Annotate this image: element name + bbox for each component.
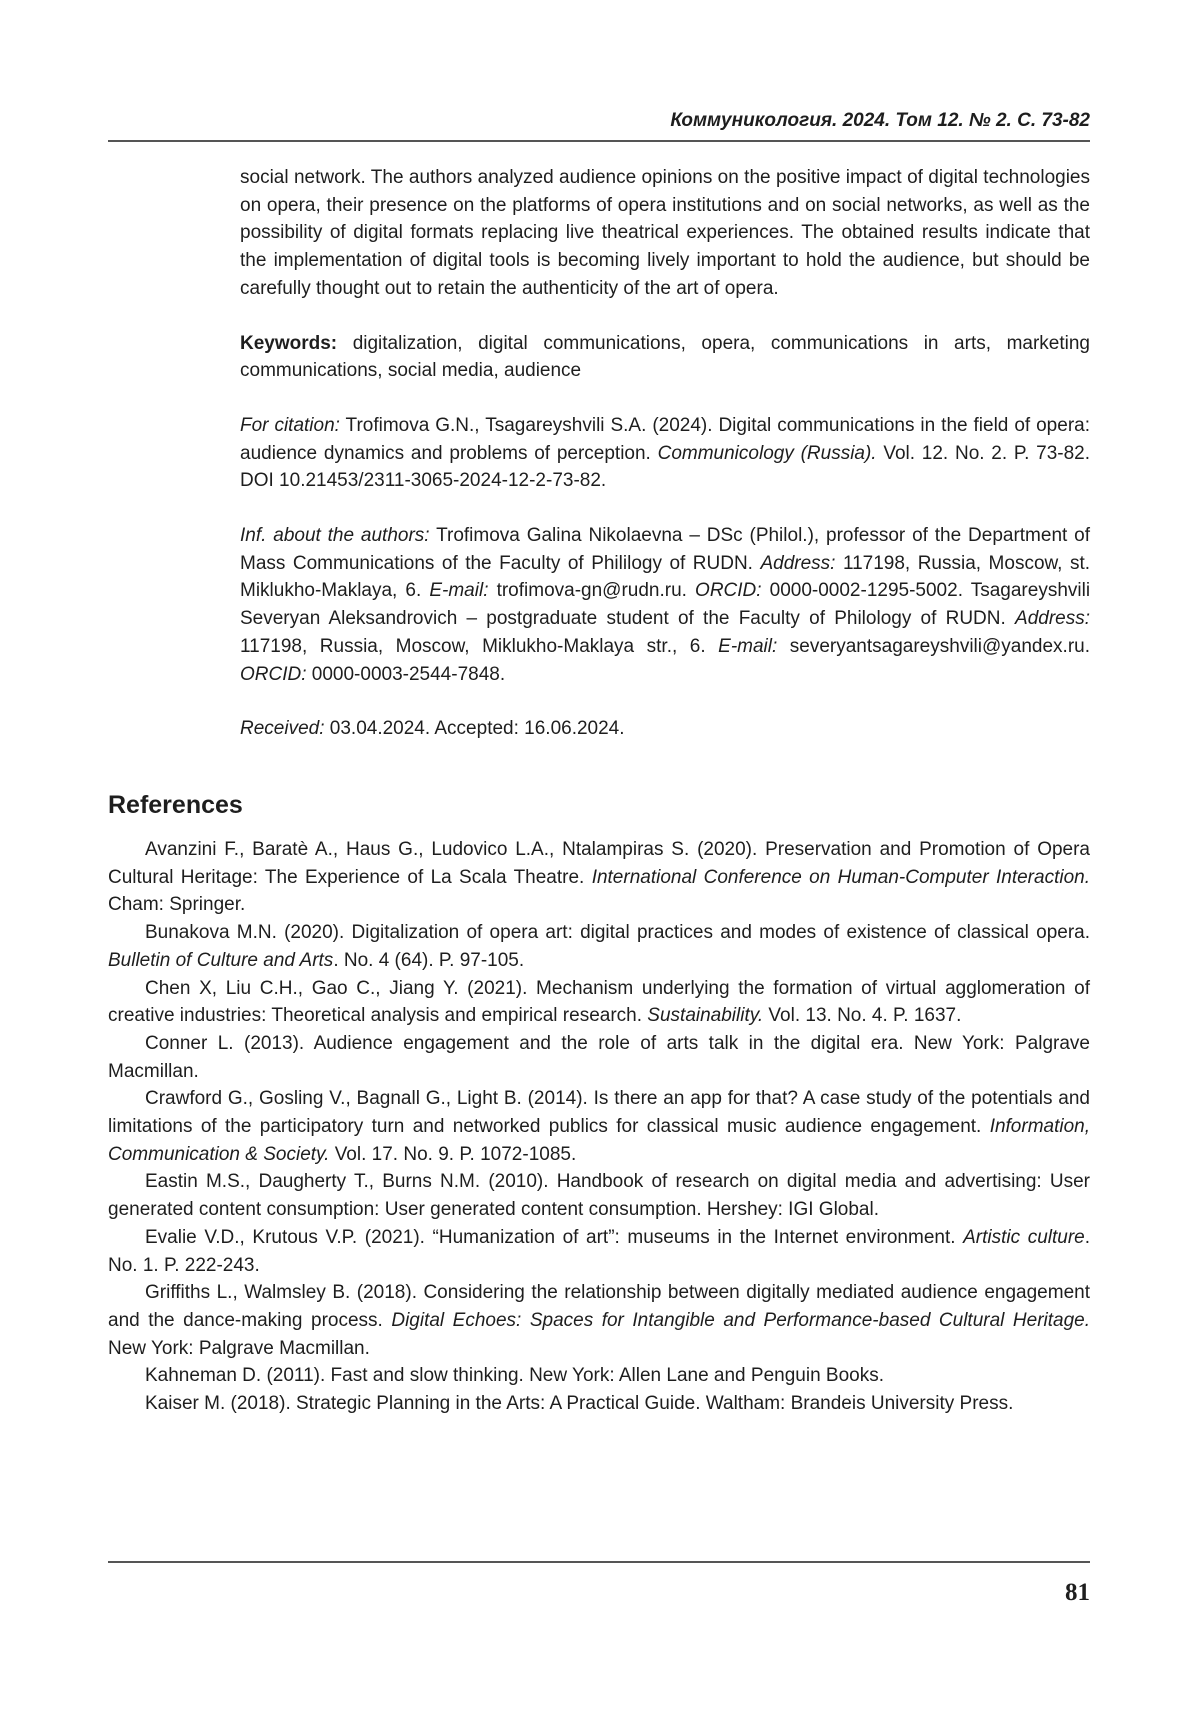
author2-orcid: 0000-0003-2544-7848.: [311, 663, 506, 685]
reference-item: Avanzini F., Baratè A., Haus G., Ludovico L.A., Ntalampiras S. (2020). Preservation and Promotion of Opera Cultural Heritage: The Experience of La Scala Theatre. International Conference on Human-Computer Interaction. Cham: Springer.: [108, 839, 1090, 916]
author1-orcid: 0000-0002-1295-5002.: [769, 580, 963, 602]
references-heading: References: [108, 791, 243, 819]
abstract-block: [240, 164, 1090, 743]
received-text: 03.04.2024. Accepted: 16.06.2024.: [329, 718, 625, 740]
author2-email: severyantsagareyshvili@yandex.ru.: [789, 635, 1090, 657]
author2-address-label: Address:: [1015, 608, 1091, 630]
abstract-summary: social network. The authors analyzed audience opinions on the positive impact of digital technologies on opera, their presence on the platforms of opera institutions and on social networks, as well as the possibility of digital formats replacing live theatrical experiences. The obtained results indicate that the implementation of digital tools is becoming lively important to hold the audience, but should be carefully thought out to retain the authenticity of the art of opera.: [240, 167, 1090, 299]
reference-item: Kahneman D. (2011). Fast and slow thinking. New York: Allen Lane and Penguin Books.: [145, 1365, 884, 1387]
author2-info: Tsagareyshvili Severyan Aleksandrovich – postgraduate student of the Faculty of Philology of RUDN.: [240, 580, 1091, 630]
citation-label: For citation:: [240, 414, 340, 436]
page-number: 81: [1065, 1579, 1090, 1606]
author1-email: trofimova-gn@rudn.ru.: [496, 580, 687, 602]
authors-label: Inf. about the authors:: [240, 525, 430, 547]
reference-item: Griffiths L., Walmsley B. (2018). Considering the relationship between digitally mediated audience engagement and the dance-making process. Digital Echoes: Spaces for Intangible and Performance-based Cultural Heritage. New York: Palgrave Macmillan.: [108, 1282, 1090, 1359]
journal-header-title: Коммуникология. 2024. Том 12. № 2. С. 73-82: [670, 110, 1090, 131]
authors-paragraph: [240, 522, 1090, 688]
author2-address: 117198, Russia, Moscow, Miklukho-Maklaya str., 6.: [240, 635, 706, 657]
received-label: Received:: [240, 718, 325, 740]
keywords-label: Keywords:: [240, 332, 338, 354]
citation-text: Trofimova G.N., Tsagareyshvili S.A. (2024). Digital communications in the field of opera: audience dynamics and problems of perception.: [240, 414, 1090, 464]
author1-address: 117198, Russia, Moscow, st. Miklukho-Maklaya, 6.: [240, 552, 1091, 602]
running-header: [108, 110, 1090, 142]
author1-address-label: Address:: [760, 552, 836, 574]
citation-journal: Communicology (Russia).: [657, 442, 877, 464]
reference-item: Chen X, Liu C.H., Gao C., Jiang Y. (2021). Mechanism underlying the formation of virtual agglomeration of creative industries: Theoretical analysis and empirical research. Sustainability. Vol. 13. No. 4. P. 1637.: [108, 977, 1090, 1027]
keywords-text: digitalization, digital communications, opera, communications in arts, marketing communications, social media, audience: [240, 332, 1090, 382]
reference-item: Eastin M.S., Daugherty T., Burns N.M. (2010). Handbook of research on digital media and advertising: User generated content consumption: User generated content consumption. Hershey: IGI Global.: [108, 1171, 1090, 1221]
citation-tail: Vol. 12. No. 2. P. 73-82. DOI 10.21453/2311-3065-2024-12-2-73-82.: [240, 442, 1091, 492]
author2-orcid-label: ORCID:: [240, 663, 307, 685]
references-section: [108, 790, 1090, 1418]
reference-item: Kaiser M. (2018). Strategic Planning in the Arts: A Practical Guide. Waltham: Brandeis University Press.: [145, 1393, 1014, 1415]
footer-divider: [108, 1561, 1090, 1563]
author2-email-label: E-mail:: [718, 635, 778, 657]
received-paragraph: [240, 715, 1090, 743]
author1-email-label: E-mail:: [429, 580, 489, 602]
reference-item: Crawford G., Gosling V., Bagnall G., Light B. (2014). Is there an app for that? A case study of the potentials and limitations of the participatory turn and networked publics for classical music audience engagement. Information, Communication & Society. Vol. 17. No. 9. P. 1072-1085.: [108, 1088, 1091, 1165]
author1-info: Trofimova Galina Nikolaevna – DSc (Philol.), professor of the Department of Mass Communications of the Faculty of Phililogy of RUDN.: [240, 525, 1090, 574]
reference-item: Conner L. (2013). Audience engagement and the role of arts talk in the digital era. New York: Palgrave Macmillan.: [108, 1032, 1090, 1082]
reference-item: Evalie V.D., Krutous V.P. (2021). “Humanization of art”: museums in the Internet environment. Artistic culture. No. 1. P. 222-243.: [108, 1226, 1091, 1276]
citation-paragraph: [240, 412, 1090, 495]
keywords-paragraph: [240, 330, 1090, 385]
reference-item: Bunakova M.N. (2020). Digitalization of opera art: digital practices and modes of existence of classical opera. Bulletin of Culture and Arts. No. 4 (64). P. 97-105.: [108, 922, 1090, 971]
author1-orcid-label: ORCID:: [695, 580, 762, 602]
